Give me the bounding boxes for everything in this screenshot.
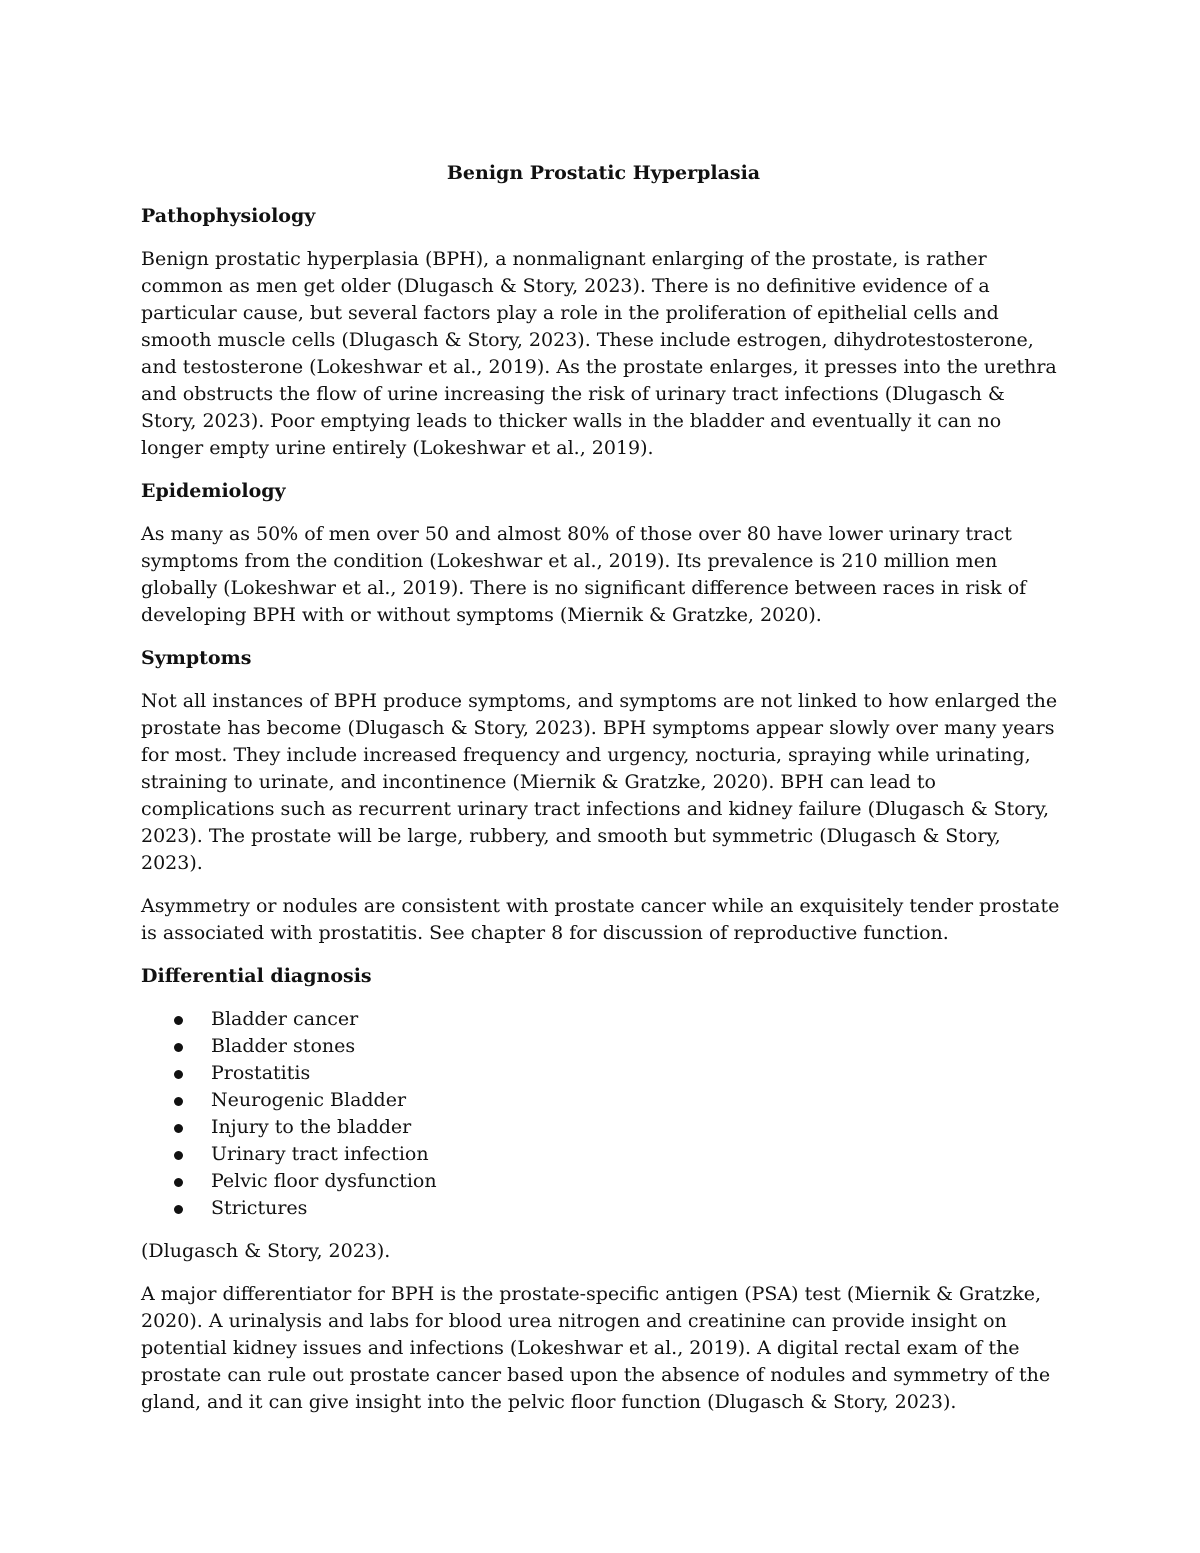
list-item-text: Urinary tract infection	[211, 1143, 429, 1165]
bullet-icon	[174, 1205, 183, 1214]
section-heading: Pathophysiology	[141, 205, 316, 227]
bullet-icon	[174, 1097, 183, 1106]
list-item	[141, 1006, 1066, 1033]
list-item-text: Bladder cancer	[211, 1008, 359, 1030]
list-item	[141, 1114, 1066, 1141]
bullet-icon	[174, 1043, 183, 1052]
section-paragraph: A major differentiator for BPH is the prostate-specific antigen (PSA) test (Miernik & Gratzke, 2020). A urinalysis and labs for blood urea nitrogen and creatinine can provide insight on potential kidney issues and infections (Lokeshwar et al., 2019). A digital rectal exam of the prostate can rule out prostate cancer based upon the absence of nodules and symmetry of the gland, and it can give insight into the pelvic floor function (Dlugasch & Story, 2023).	[141, 1283, 1051, 1413]
list-item-text: Prostatitis	[211, 1062, 311, 1084]
differential-list	[141, 1006, 1066, 1222]
section-heading: Differential diagnosis	[141, 965, 372, 987]
section-differential-diagnosis	[141, 963, 1066, 1416]
list-item	[141, 1087, 1066, 1114]
section-symptoms	[141, 645, 1066, 947]
section-paragraph: As many as 50% of men over 50 and almost 80% of those over 80 have lower urinary tract symptoms from the condition (Lokeshwar et al., 2019). Its prevalence is 210 million men globally (Lokeshwar et al., 2019). There is no significant difference between races in risk of developing BPH with or without symptoms (Miernik & Gratzke, 2020).	[141, 523, 1027, 626]
document-page	[141, 158, 1066, 1432]
section-paragraph: Not all instances of BPH produce symptoms, and symptoms are not linked to how enlarged the prostate has become (Dlugasch & Story, 2023). BPH symptoms appear slowly over many years for most. They include increased frequency and urgency, nocturia, spraying while urinating, straining to urinate, and incontinence (Miernik & Gratzke, 2020). BPH can lead to complications such as recurrent urinary tract infections and kidney failure (Dlugasch & Story, 2023). The prostate will be large, rubbery, and smooth but symmetric (Dlugasch & Story, 2023).	[141, 690, 1058, 874]
list-item	[141, 1033, 1066, 1060]
section-paragraph: Asymmetry or nodules are consistent with prostate cancer while an exquisitely tender prostate is associated with prostatitis. See chapter 8 for discussion of reproductive function.	[141, 895, 1060, 944]
bullet-icon	[174, 1070, 183, 1079]
bullet-icon	[174, 1151, 183, 1160]
section-heading: Symptoms	[141, 647, 252, 669]
list-item	[141, 1141, 1066, 1168]
list-item-text: Neurogenic Bladder	[211, 1089, 407, 1111]
document-title: Benign Prostatic Hyperplasia	[446, 162, 761, 184]
section-epidemiology	[141, 478, 1066, 629]
section-heading: Epidemiology	[141, 480, 286, 502]
list-item	[141, 1168, 1066, 1195]
list-item	[141, 1060, 1066, 1087]
list-item	[141, 1195, 1066, 1222]
citation: (Dlugasch & Story, 2023).	[141, 1240, 391, 1262]
list-item-text: Bladder stones	[211, 1035, 356, 1057]
section-pathophysiology	[141, 203, 1066, 462]
section-paragraph: Benign prostatic hyperplasia (BPH), a nonmalignant enlarging of the prostate, is rather common as men get older (Dlugasch & Story, 2023). There is no definitive evidence of a particular cause, but several factors play a role in the proliferation of epithelial cells and smooth muscle cells (Dlugasch & Story, 2023). These include estrogen, dihydrotestosterone, and testosterone (Lokeshwar et al., 2019). As the prostate enlarges, it presses into the urethra and obstructs the flow of urine increasing the risk of urinary tract infections (Dlugasch & Story, 2023). Poor emptying leads to thicker walls in the bladder and eventually it can no longer empty urine entirely (Lokeshwar et al., 2019).	[141, 248, 1057, 459]
bullet-icon	[174, 1178, 183, 1187]
list-item-text: Strictures	[211, 1197, 308, 1219]
bullet-icon	[174, 1016, 183, 1025]
list-item-text: Injury to the bladder	[211, 1116, 412, 1138]
list-item-text: Pelvic floor dysfunction	[211, 1170, 437, 1192]
bullet-icon	[174, 1124, 183, 1133]
